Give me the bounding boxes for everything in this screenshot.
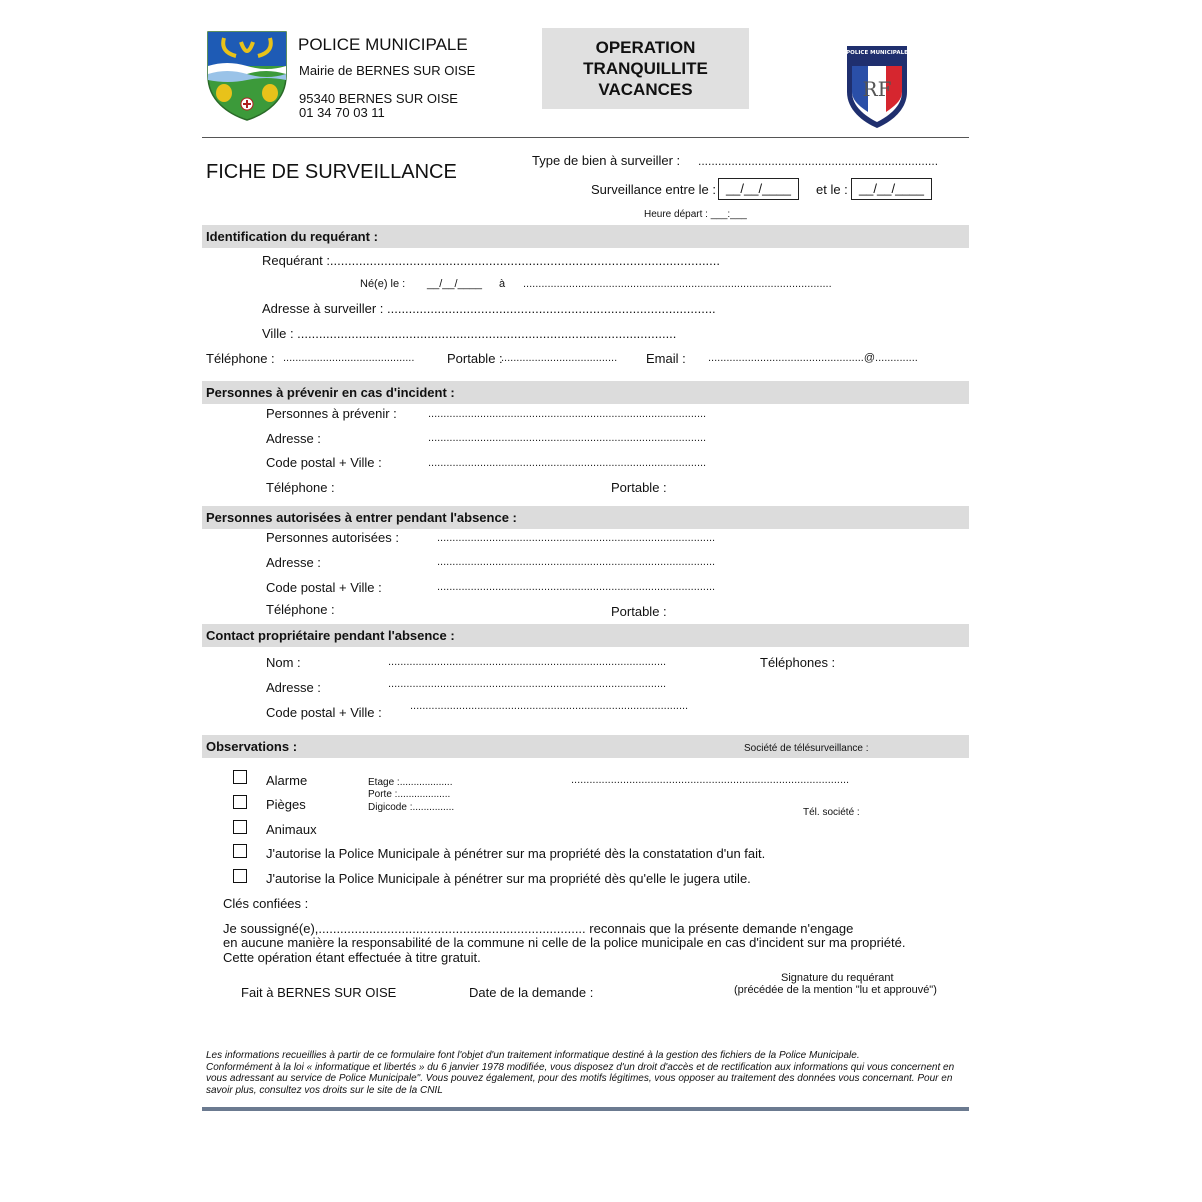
org-name: POLICE MUNICIPALE	[298, 35, 468, 54]
authorized-persons-label: Personnes autorisées :	[266, 530, 399, 545]
form-title: FICHE DE SURVEILLANCE	[206, 161, 457, 183]
owner-address-field[interactable]: ...........................................................................................	[388, 678, 667, 690]
phone-field[interactable]: ...........................................	[283, 352, 415, 364]
door-field[interactable]: Porte :...................	[368, 789, 451, 800]
town-hall-phone: 01 34 70 03 11	[299, 105, 385, 120]
floor-field[interactable]: Etage :...................	[368, 777, 453, 788]
postal-address: 95340 BERNES SUR OISE	[299, 91, 458, 106]
incident-postal-field[interactable]: ...........................................................................................	[428, 457, 707, 469]
traps-label: Pièges	[266, 797, 306, 812]
owner-postal-label: Code postal + Ville :	[266, 705, 382, 720]
authorized-postal-label: Code postal + Ville :	[266, 580, 382, 595]
animals-label: Animaux	[266, 822, 317, 837]
phone-label: Téléphone :	[206, 351, 275, 366]
city-field[interactable]: Ville : .........................................................................................................	[262, 326, 677, 341]
coat-of-arms-logo	[206, 30, 288, 122]
animals-checkbox[interactable]	[233, 820, 247, 834]
incident-address-field[interactable]: ...........................................................................................	[428, 432, 707, 444]
section-persons-authorized	[202, 506, 969, 529]
birth-place-label: à	[499, 278, 506, 290]
mairie-name: Mairie de BERNES SUR OISE	[299, 63, 476, 78]
police-badge-logo	[843, 42, 911, 130]
authorized-address-field[interactable]: ...........................................................................................	[437, 556, 716, 568]
banner-line-1: OPERATION	[595, 38, 696, 57]
surveillance-to-date[interactable]: __/__/____	[851, 178, 932, 200]
authorized-postal-field[interactable]: ...........................................................................................	[437, 581, 716, 593]
requester-field[interactable]: Requérant :............................................................................................................	[262, 253, 721, 268]
surveillance-from-date[interactable]: __/__/____	[718, 178, 799, 200]
section-identification-title: Identification du requérant :	[206, 229, 378, 244]
surveillance-from-label: Surveillance entre le :	[591, 182, 717, 197]
authorized-address-label: Adresse :	[266, 555, 321, 570]
property-type-field[interactable]: ........................................................................	[698, 154, 939, 168]
legal-notice-line-1: Les informations recueillies à partir de ce formulaire font l'objet d'un traitement informatique destiné à la gestion des fichiers de la Police Municipale.	[206, 1050, 860, 1061]
declaration-line-3: Cette opération étant effectuée à titre gratuit.	[223, 950, 481, 965]
signature-mention: (précédée de la mention "lu et approuvé")	[734, 984, 937, 996]
request-date-label: Date de la demande :	[469, 985, 594, 1000]
legal-notice-line-2: Conformément à la loi « informatique et libertés » du 6 janvier 1978 modifiée, vous disposez d'un droit d'accès et de rectification aux informations qui vous concernent en vous adressant au service de Police Municipale". Vous pouvez également, pour des motifs légitimes, vous opposer au traitement des données vous concernant. Pour en savoir plus, consultez vos droits sur le site de la CNIL	[206, 1061, 955, 1096]
operation-banner	[542, 28, 749, 109]
authorize-when-useful-checkbox[interactable]	[233, 869, 247, 883]
banner-line-2: TRANQUILLITE	[583, 59, 708, 78]
banner-line-3: VACANCES	[598, 80, 693, 99]
mobile-field[interactable]: ......................................	[501, 352, 618, 364]
incident-persons-field[interactable]: ...........................................................................................	[428, 408, 707, 420]
incident-mobile-label: Portable :	[611, 480, 667, 495]
birth-date-field[interactable]: __/__/____	[427, 278, 483, 290]
incident-phone-label: Téléphone :	[266, 480, 335, 495]
owner-name-label: Nom :	[266, 655, 301, 670]
section-owner-contact-title: Contact propriétaire pendant l'absence :	[206, 628, 455, 643]
authorize-on-fact-label: J'autorise la Police Municipale à pénétrer sur ma propriété dès la constatation d'un fait.	[266, 846, 766, 861]
digicode-field[interactable]: Digicode :...............	[368, 802, 455, 813]
section-persons-authorized-title: Personnes autorisées à entrer pendant l'absence :	[206, 510, 517, 525]
keys-entrusted-field[interactable]: Clés confiées :	[223, 896, 309, 911]
company-phone-label: Tél. société :	[803, 807, 860, 818]
section-persons-incident	[202, 381, 969, 404]
monitoring-company-field[interactable]: ...........................................................................................	[571, 774, 850, 786]
badge-monogram: RF	[862, 77, 892, 101]
authorized-persons-field[interactable]: ...........................................................................................	[437, 532, 716, 544]
declaration-line-2: en aucune manière la responsabilité de la commune ni celle de la police municipale en cas d'incident sur ma propriété.	[223, 935, 906, 950]
signature-label: Signature du requérant	[781, 972, 894, 984]
property-type-label: Type de bien à surveiller :	[532, 153, 681, 168]
traps-checkbox[interactable]	[233, 795, 247, 809]
section-owner-contact	[202, 624, 969, 647]
made-at-label: Fait à BERNES SUR OISE	[241, 985, 397, 1000]
birth-place-field[interactable]: .....................................................................................................	[523, 278, 832, 290]
owner-phones-label: Téléphones :	[760, 655, 836, 670]
incident-postal-label: Code postal + Ville :	[266, 455, 382, 470]
email-label: Email :	[646, 351, 686, 366]
declaration-line-1: Je soussigné(e),.......................................................................... reconnais que la présente demande n'engage	[223, 921, 854, 936]
section-observations-title: Observations :	[206, 739, 298, 754]
section-persons-incident-title: Personnes à prévenir en cas d'incident :	[206, 385, 455, 400]
email-field[interactable]: ...................................................@..............	[708, 352, 918, 364]
departure-time-field[interactable]: Heure départ : ___:___	[644, 209, 747, 220]
alarm-checkbox[interactable]	[233, 770, 247, 784]
section-identification	[202, 225, 969, 248]
header-divider	[202, 137, 969, 138]
legal-notice	[206, 1050, 966, 1096]
authorized-phone-label: Téléphone :	[266, 602, 335, 617]
badge-lettering: POLICE MUNICIPALE	[846, 50, 908, 56]
surveillance-to-label: et le :	[816, 182, 848, 197]
address-field[interactable]: Adresse à surveiller : ...........................................................................................	[262, 301, 716, 316]
authorize-on-fact-checkbox[interactable]	[233, 844, 247, 858]
footer-rule	[202, 1107, 969, 1111]
owner-postal-field[interactable]: ...........................................................................................	[410, 700, 689, 712]
owner-name-field[interactable]: ...........................................................................................	[388, 656, 667, 668]
incident-persons-label: Personnes à prévenir :	[266, 406, 397, 421]
authorized-mobile-label: Portable :	[611, 604, 667, 619]
authorize-when-useful-label: J'autorise la Police Municipale à pénétrer sur ma propriété dès qu'elle le jugera utile.	[266, 871, 751, 886]
alarm-label: Alarme	[266, 773, 308, 788]
mobile-label: Portable :	[447, 351, 503, 366]
incident-address-label: Adresse :	[266, 431, 321, 446]
birth-date-label: Né(e) le :	[360, 278, 406, 290]
owner-address-label: Adresse :	[266, 680, 321, 695]
monitoring-company-label: Société de télésurveillance :	[744, 743, 869, 754]
